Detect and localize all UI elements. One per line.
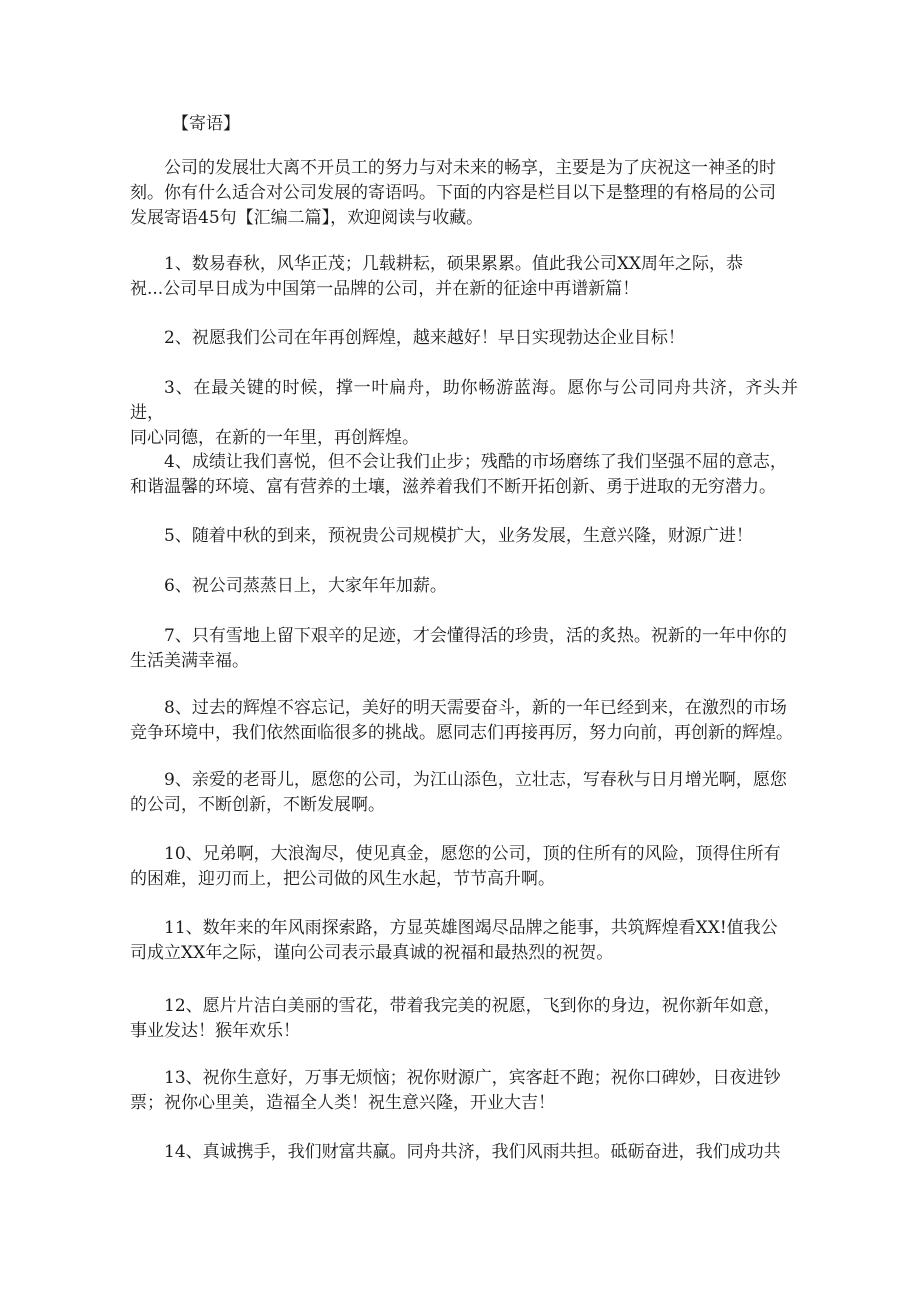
wish-item-1 [130,252,798,302]
intro-paragraph [130,156,798,231]
wish-line: 6、祝公司蒸蒸日上，大家年年加薪。 [164,576,447,596]
wish-line: 票；祝你心里美，造福全人类！祝生意兴隆，开业大吉！ [130,1093,555,1113]
wish-line: 11、数年来的年风雨探索路，方显英雄图竭尽品牌之能事，共筑辉煌看XX!值我公 [164,918,778,938]
wish-line: 12、愿片片洁白美丽的雪花，带着我完美的祝愿，飞到你的身边，祝你新年如意， [164,996,781,1016]
wish-item-4 [130,450,798,500]
wish-line: 1、数易春秋，风华正茂；几载耕耘，硕果累累。值此我公司XX周年之际，恭 [164,254,744,274]
wish-line: 2、祝愿我们公司在年再创辉煌，越来越好！早日实现勃达企业目标！ [164,328,685,348]
wish-line: 祝...公司早日成为中国第一品牌的公司，并在新的征途中再谱新篇！ [130,279,640,299]
wish-line: 13、祝你生意好，万事无烦恼；祝你财源广，宾客赶不跑；祝你口碑妙，日夜进钞 [164,1068,781,1088]
wish-item-13 [130,1066,798,1116]
wish-item-11 [130,916,798,966]
wish-item-8 [130,696,798,746]
intro-line: 刻。你有什么适合对公司发展的寄语吗。下面的内容是栏目以下是整理的有格局的公司 [130,183,776,203]
wish-line: 的困难，迎刃而上，把公司做的风生水起，节节高升啊。 [130,869,555,889]
wish-line: 4、成绩让我们喜悦，但不会让我们止步；残酷的市场磨练了我们坚强不屈的意志， [164,452,787,472]
document-title: 【寄语】 [172,114,240,134]
wish-line: 8、过去的辉煌不容忘记，美好的明天需要奋斗，新的一年已经到来，在激烈的市场 [164,698,787,718]
wish-line: 同心同德，在新的一年里，再创辉煌。 [130,428,419,448]
wish-line: 14、真诚携手，我们财富共赢。同舟共济，我们风雨共担。砥砺奋进，我们成功共 [164,1142,781,1162]
wish-item-14 [130,1140,798,1165]
wish-item-3 [130,376,798,451]
wish-line: 生活美满幸福。 [130,651,249,671]
intro-line: 发展寄语45句【汇编二篇】，欢迎阅读与收藏。 [130,208,484,228]
wish-line: 竞争环境中，我们依然面临很多的挑战。愿同志们再接再厉，努力向前，再创新的辉煌。 [130,723,793,743]
wish-item-10 [130,842,798,892]
wish-line: 的公司，不断创新，不断发展啊。 [130,795,385,815]
wish-item-7 [130,624,798,674]
wish-line: 事业发达！猴年欢乐！ [130,1021,300,1041]
wish-item-2 [130,326,798,351]
wish-item-9 [130,768,798,818]
wish-line: 和谐温馨的环境、富有营养的土壤，滋养着我们不断开拓创新、勇于进取的无穷潜力。 [130,477,776,497]
wish-line: 9、亲爱的老哥儿，愿您的公司，为江山添色，立壮志，写春秋与日月增光啊，愿您 [164,770,787,790]
wish-line: 司成立XX年之际，谨向公司表示最真诚的祝福和最热烈的祝贺。 [130,943,614,963]
wish-item-6 [130,574,798,599]
wish-line: 3、在最关键的时候，撑一叶扁舟，助你畅游蓝海。愿你与公司同舟共济，齐头并进， [130,378,798,423]
wish-line: 5、随着中秋的到来，预祝贵公司规模扩大，业务发展，生意兴隆，财源广进！ [164,526,753,546]
wish-item-12 [130,994,798,1044]
wish-line: 10、兄弟啊，大浪淘尽，使见真金，愿您的公司，顶的住所有的风险，顶得住所有 [164,844,781,864]
intro-line: 公司的发展壮大离不开员工的努力与对未来的畅享，主要是为了庆祝这一神圣的时 [164,158,776,178]
wish-item-5 [130,524,798,549]
wish-line: 7、只有雪地上留下艰辛的足迹，才会懂得活的珍贵，活的炙热。祝新的一年中你的 [164,626,787,646]
